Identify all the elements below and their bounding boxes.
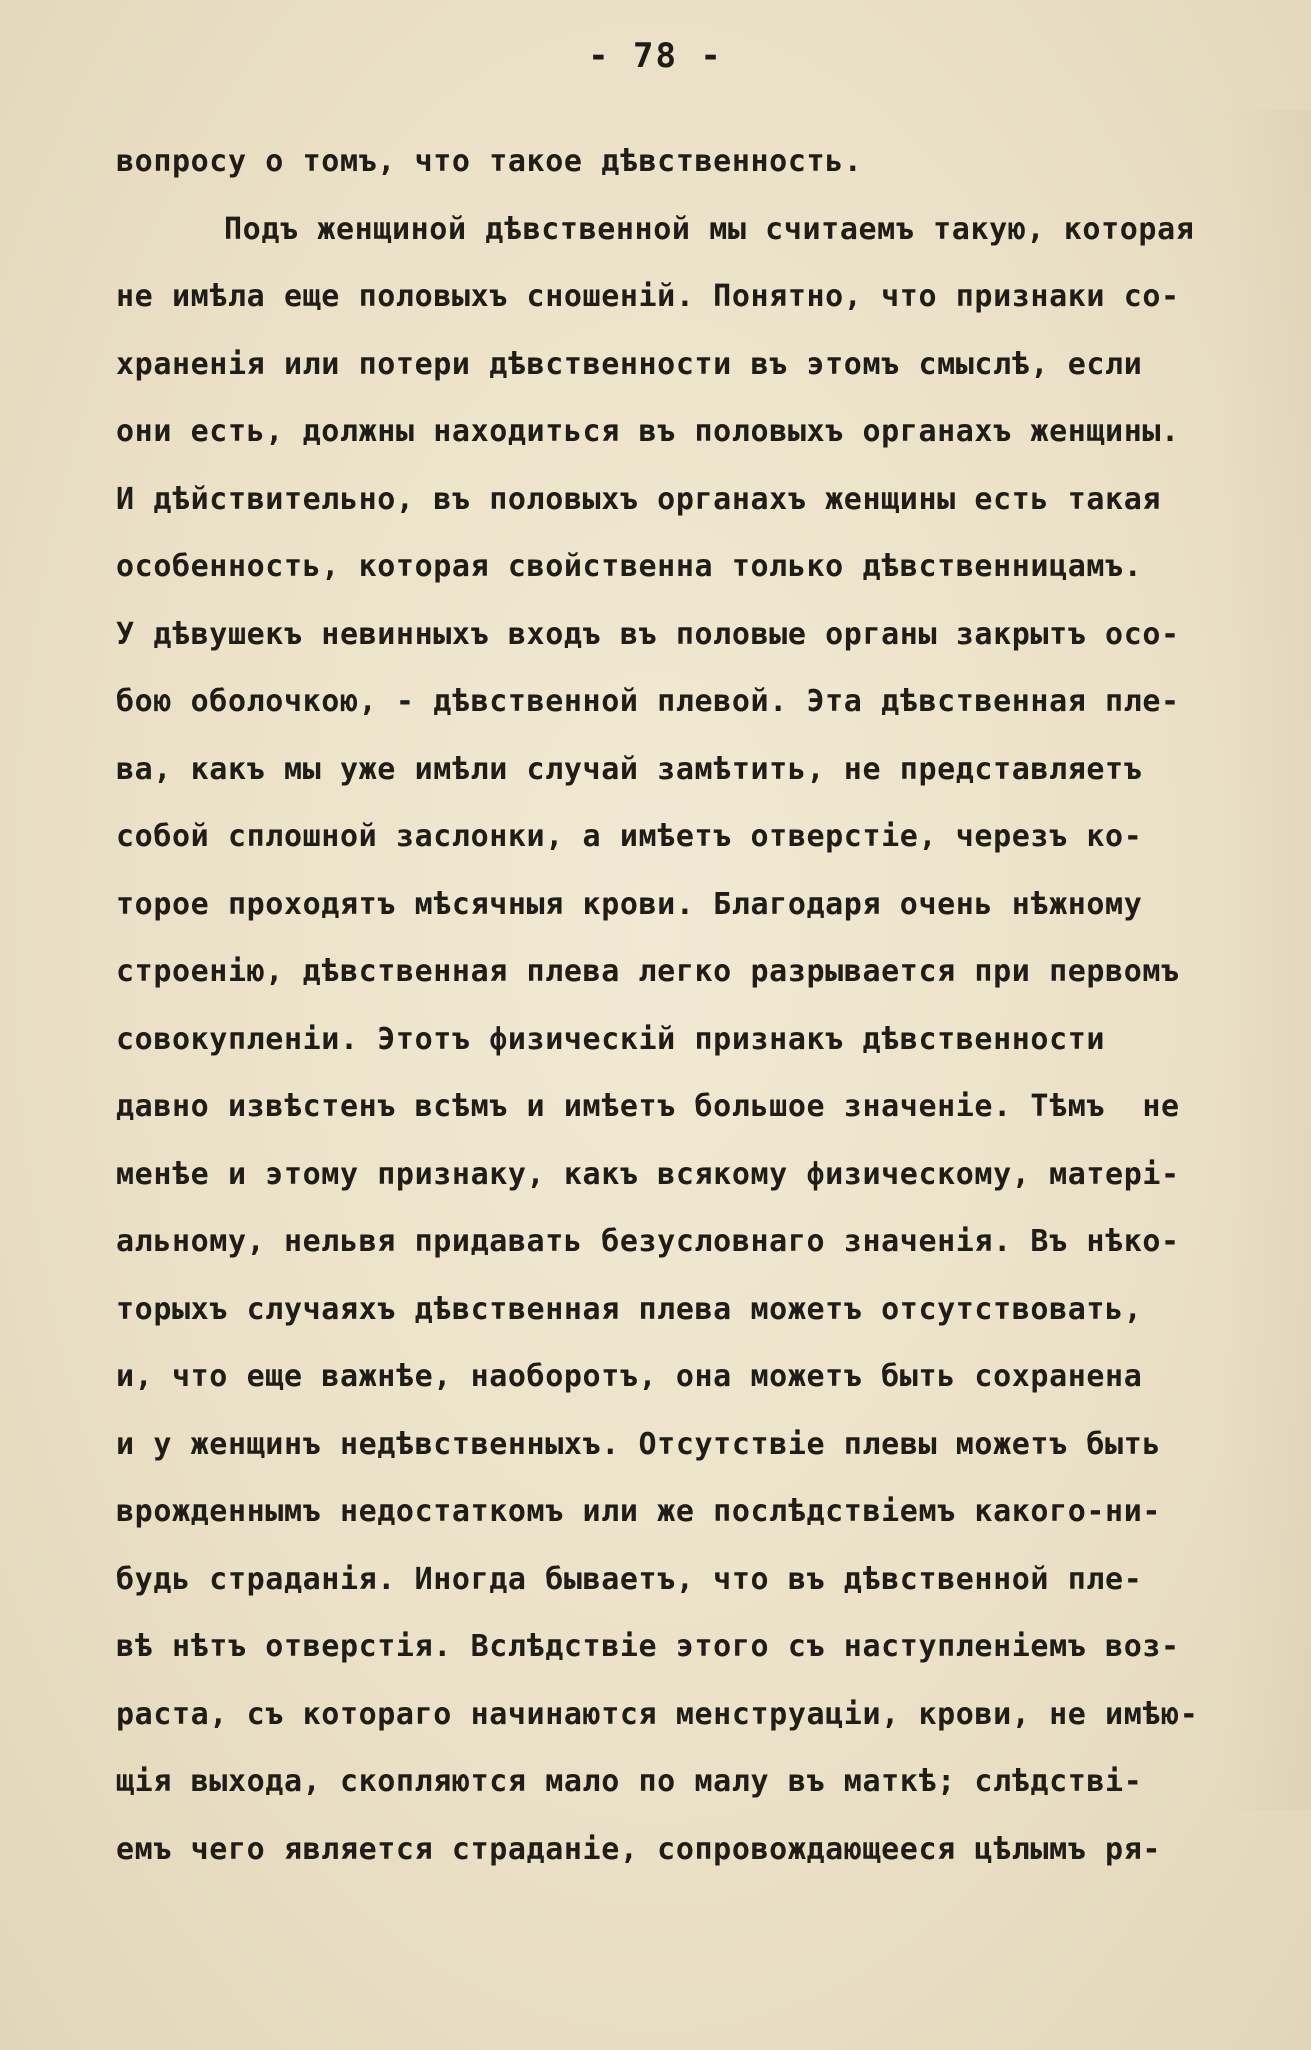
text-line: строенiю, дѣвственная плева легко разрывается при первомъ: [116, 954, 1180, 989]
text-line: раста, съ котораго начинаются менструацiи, крови, не имѣю-: [116, 1696, 1199, 1732]
text-line: бою оболочкою, - дѣвственной плевой. Эта дѣвственная пле-: [116, 684, 1180, 719]
text-line: врожденнымъ недостаткомъ или же послѣдствiемъ какого-ни-: [116, 1494, 1162, 1529]
text-line: и, что еще важнѣе, наоборотъ, она можетъ быть сохранена: [116, 1359, 1143, 1394]
text-line: собой сплошной заслонки, а имѣетъ отверстiе, черезъ ко-: [116, 819, 1143, 854]
text-line: И дѣйствительно, въ половыхъ органахъ женщины есть такая: [116, 481, 1162, 517]
page-number: - 78 -: [588, 36, 723, 76]
text-line: и у женщинъ недѣвственныхъ. Отсутствiе плевы можетъ быть: [116, 1426, 1162, 1462]
text-line: Подъ женщиной дѣвственной мы считаемъ такую, которая: [224, 211, 1195, 247]
text-line: менѣе и этому признаку, какъ всякому физическому, матерi-: [116, 1156, 1180, 1192]
text-line: будь страданiя. Иногда бываетъ, что въ дѣвственной пле-: [116, 1561, 1143, 1597]
text-line: они есть, должны находиться въ половыхъ органахъ женщины.: [116, 414, 1180, 449]
text-line: вѣ нѣтъ отверстiя. Вслѣдствiе этого съ наступленiемъ воз-: [116, 1629, 1180, 1664]
text-line: ва, какъ мы уже имѣли случай замѣтить, не представляетъ: [116, 751, 1143, 787]
text-line: альному, нельвя придавать безусловнаго значенiя. Въ нѣко-: [116, 1224, 1180, 1259]
text-line: торыхъ случаяхъ дѣвственная плева можетъ отсутствовать,: [116, 1291, 1143, 1327]
text-line: особенность, которая свойственна только дѣвственницамъ.: [116, 549, 1143, 584]
text-line: щiя выхода, скопляются мало по малу въ маткѣ; слѣдствi-: [116, 1764, 1143, 1799]
text-line: вопросу о томъ, что такое дѣвственность.: [116, 144, 863, 179]
text-line: давно извѣстенъ всѣмъ и имѣетъ большое значенiе. Тѣмъ не: [116, 1089, 1180, 1124]
text-line: не имѣла еще половыхъ сношенiй. Понятно, что признаки со-: [116, 279, 1180, 314]
text-line: емъ чего является страданiе, сопровождающееся цѣлымъ ря-: [116, 1831, 1162, 1867]
text-line: храненiя или потери дѣвственности въ этомъ смыслѣ, если: [116, 346, 1143, 382]
text-body: [116, 128, 1306, 1883]
text-line: торое проходятъ мѣсячныя крови. Благодаря очень нѣжному: [116, 886, 1143, 922]
text-line: У дѣвушекъ невинныхъ входъ въ половые органы закрытъ осо-: [116, 616, 1180, 652]
text-line: совокупленiи. Этотъ физическiй признакъ дѣвственности: [116, 1021, 1106, 1057]
